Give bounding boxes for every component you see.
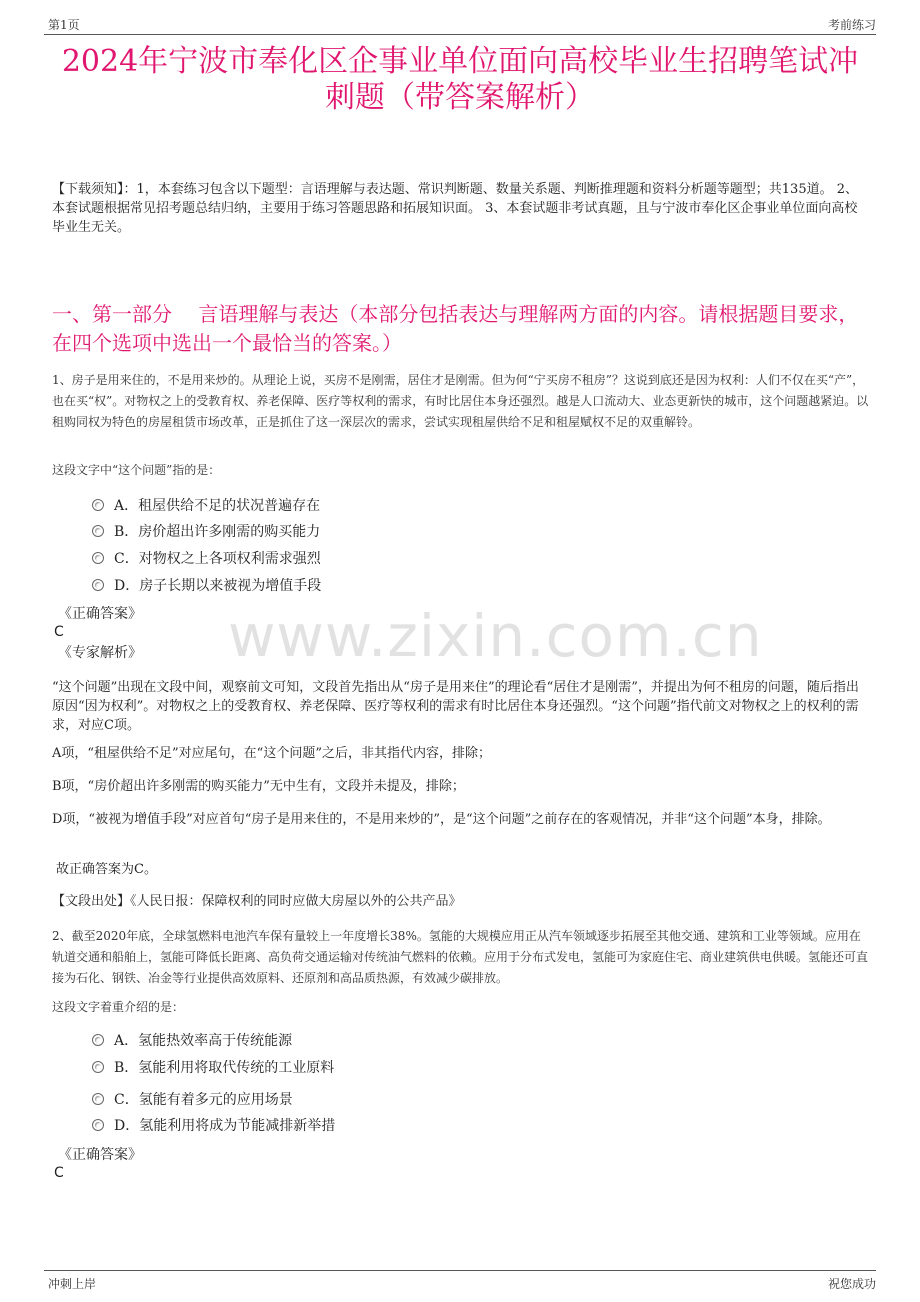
radio-icon[interactable]	[92, 1034, 104, 1046]
q2-option-a[interactable]: A．氢能热效率高于传统能源	[92, 1031, 292, 1051]
q1-option-b[interactable]: B．房价超出许多刚需的购买能力	[92, 522, 320, 542]
q1-answer: C	[54, 624, 64, 640]
q1-source: 【文段出处】《人民日报：保障权利的同时应做大房屋以外的公共产品》	[52, 894, 462, 909]
page-footer	[44, 1270, 876, 1295]
q1-option-d[interactable]: D．房子长期以来被视为增值手段	[92, 576, 321, 596]
section-heading: 一、第一部分 言语理解与表达（本部分包括表达与理解两方面的内容。请根据题目要求，在四个选项中选出一个最恰当的答案。）	[52, 302, 859, 355]
radio-icon[interactable]	[92, 1093, 104, 1105]
watermark: www.zixin.com.cn	[228, 602, 763, 670]
q2-option-c[interactable]: C．氢能有着多元的应用场景	[92, 1090, 293, 1110]
q1-analysis-label: 《专家解析》	[58, 645, 142, 661]
q1-stem: 1、房子是用来住的，不是用来炒的。从理论上说，买房不是刚需，居住才是刚需。但为何“宁买房不租房”？这说到底还是因为权利：人们不仅在买“产”，也在买“权”。对物权之上的受教育权、养老保障、医疗等权利的需求，有时比居住本身还强烈。越是人口流动大、业态更新快的城市，这个问题越紧迫。以租购同权为特色的房屋租赁市场改革，正是抓住了这一深层次的需求，尝试实现租屋供给不足和租屋赋权不足的双重解铃。	[52, 373, 869, 429]
header-label: 考前练习	[827, 18, 876, 32]
q1-question: 这段文字中“这个问题”指的是：	[52, 463, 221, 477]
radio-icon[interactable]	[92, 552, 104, 564]
q1-conclusion: 故正确答案为C。	[56, 862, 157, 877]
radio-icon[interactable]	[92, 1119, 104, 1131]
radio-icon[interactable]	[92, 499, 104, 511]
q1-option-a[interactable]: A．租屋供给不足的状况普遍存在	[92, 496, 320, 516]
q2-option-b[interactable]: B．氢能利用将取代传统的工业原料	[92, 1058, 334, 1078]
page-header	[44, 10, 876, 35]
q2-answer-label: 《正确答案》	[58, 1147, 142, 1163]
download-notice: 【下载须知】：1，本套练习包含以下题型：言语理解与表达题、常识判断题、数量关系题、判断推理题和资料分析题等题型；共135道。 2、本套试题根据常见招考题总结归纳，主要用于练习答题思路和拓展知识面。 3、本套试题非考试真题，且与宁波市奉化区企事业单位面向高校毕业生无关。	[52, 182, 858, 235]
q2-question: 这段文字着重介绍的是：	[52, 1000, 185, 1014]
q2-stem: 2、截至2020年底，全球氢燃料电池汽车保有量较上一年度增长38%。氢能的大规模应用正从汽车领域逐步拓展至其他交通、建筑和工业等领域。应用在轨道交通和船舶上，氢能可降低长距离、高负荷交通运输对传统油气燃料的依赖。应用于分布式发电，氢能可为家庭住宅、商业建筑供电供暖。氢能还可直接为石化、钢铁、冶金等行业提供高效原料、还原剂和高品质热源，有效减少碳排放。	[52, 929, 869, 985]
q1-analysis-para: A项，“租屋供给不足”对应尾句，在“这个问题”之后，非其指代内容，排除；	[52, 746, 491, 761]
q2-answer: C	[54, 1165, 64, 1181]
q1-analysis-para: “这个问题”出现在文段中间，观察前文可知，文段首先指出从“房子是用来住”的理论看“居住才是刚需”，并提出为何不租房的问题，随后指出原因“因为权利”。对物权之上的受教育权、养老保障、医疗等权利的需求有时比居住本身还强烈。“这个问题”指代前文对物权之上的权利的需求，对应C项。	[52, 680, 859, 733]
document-title: 2024年宁波市奉化区企事业单位面向高校毕业生招聘笔试冲刺题（带答案解析）	[61, 44, 859, 115]
radio-icon[interactable]	[92, 1061, 104, 1073]
radio-icon[interactable]	[92, 525, 104, 537]
q1-answer-label: 《正确答案》	[58, 606, 142, 622]
q1-analysis-para: D项，“被视为增值手段”对应首句“房子是用来住的，不是用来炒的”，是“这个问题”之前存在的客观情况，并非“这个问题”本身，排除。	[52, 812, 831, 827]
footer-right: 祝您成功	[827, 1277, 876, 1291]
q1-analysis-para: B项，“房价超出许多刚需的购买能力”无中生有，文段并未提及，排除；	[52, 779, 465, 794]
footer-left: 冲刺上岸	[48, 1277, 97, 1291]
radio-icon[interactable]	[92, 579, 104, 591]
page-number: 第1页	[48, 18, 80, 32]
q2-option-d[interactable]: D．氢能利用将成为节能减排新举措	[92, 1116, 335, 1136]
q1-option-c[interactable]: C．对物权之上各项权利需求强烈	[92, 549, 321, 569]
